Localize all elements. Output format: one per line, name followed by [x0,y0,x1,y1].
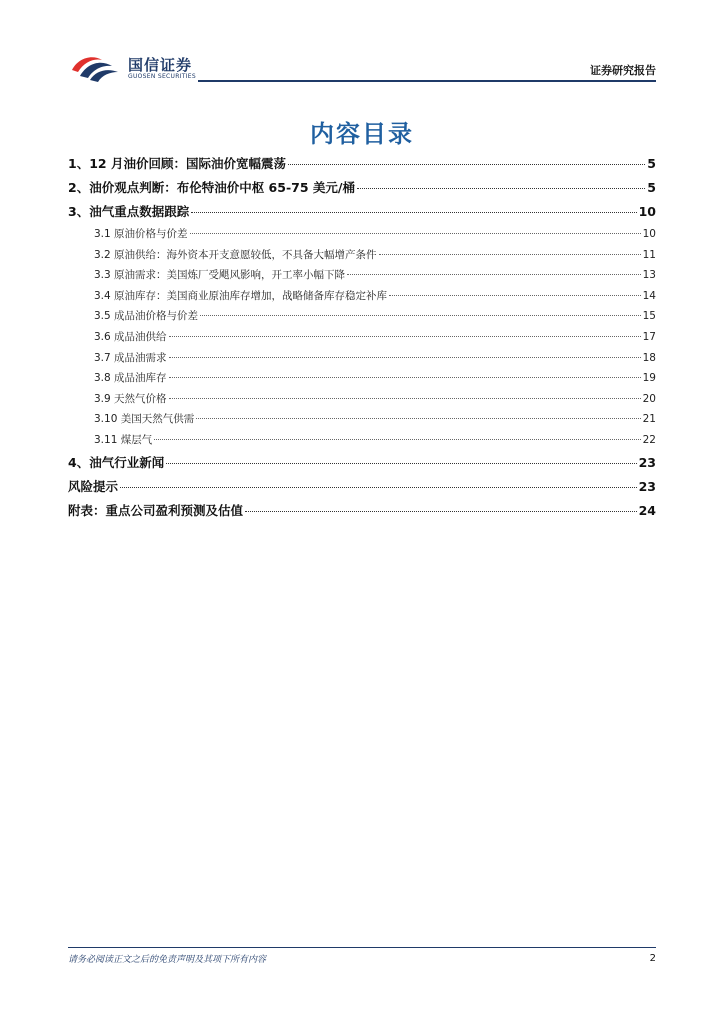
footer-divider [68,947,656,948]
toc-entry-page: 19 [642,372,656,385]
guosen-logo-icon [68,50,124,84]
toc-leader-dots [120,487,637,488]
toc-leader-dots [154,439,640,440]
toc-entry-label: 3、油气重点数据跟踪 [68,204,190,219]
toc-entry-page: 18 [642,351,656,364]
footer-disclaimer: 请务必阅读正文之后的免责声明及其项下所有内容 [68,955,267,965]
toc-entry-page: 11 [642,248,656,261]
toc-leader-dots [190,233,641,234]
toc-entry-label: 附表：重点公司盈利预测及估值 [68,502,244,518]
toc-leader-dots [245,511,637,512]
toc-leader-dots [169,336,641,337]
toc-leader-dots [169,377,641,378]
toc-leader-dots [357,188,645,189]
logo-name-en: GUOSEN SECURITIES [128,73,197,80]
toc-entry-page: 15 [642,310,656,323]
toc-entry-page: 10 [638,204,656,219]
toc-leader-dots [288,164,645,165]
toc-leader-dots [389,295,641,296]
toc-entry-label: 2、油价观点判断：布伦特油价中枢 65-75 美元/桶 [68,180,355,195]
toc-entry-label: 风险提示 [68,478,119,494]
toc-leader-dots [169,398,641,399]
toc-entry-subsection[interactable] [68,329,656,350]
header-divider [198,80,656,82]
toc-entry-subsection[interactable] [68,370,656,391]
page-title: 内容目录 [310,120,414,148]
toc-entry-label: 1、12 月油价回顾：国际油价宽幅震荡 [68,156,286,171]
toc-entry-label: 3.5 成品油价格与价差 [94,310,199,323]
toc-entry-section[interactable] [68,178,656,202]
page-number: 2 [649,953,656,964]
toc-entry-page: 20 [642,392,656,405]
toc-leader-dots [196,418,640,419]
toc-entry-subsection[interactable] [68,411,656,432]
toc-leader-dots [200,315,641,316]
toc-entry-page: 5 [647,156,656,171]
toc-entry-subsection[interactable] [68,350,656,371]
page-header [68,50,656,86]
toc-entry-page: 23 [638,454,656,470]
table-of-contents [68,154,656,525]
toc-entry-section[interactable] [68,202,656,226]
toc-entry-section[interactable] [68,453,656,477]
toc-entry-section[interactable] [68,477,656,501]
toc-leader-dots [169,357,641,358]
toc-entry-section[interactable] [68,501,656,525]
toc-leader-dots [191,212,636,213]
toc-entry-subsection[interactable] [68,308,656,329]
toc-entry-label: 3.4 原油库存：美国商业原油库存增加，战略储备库存稳定补库 [94,289,388,302]
toc-entry-page: 5 [647,180,656,195]
toc-entry-subsection[interactable] [68,288,656,309]
toc-entry-subsection[interactable] [68,391,656,412]
toc-entry-label: 3.7 成品油需求 [94,351,167,364]
toc-entry-page: 14 [642,289,656,302]
toc-entry-subsection[interactable] [68,267,656,288]
toc-entry-page: 23 [638,478,656,494]
toc-entry-label: 3.1 原油价格与价差 [94,228,188,240]
toc-entry-label: 3.9 天然气价格 [94,392,167,405]
toc-entry-subsection[interactable] [68,432,656,453]
toc-entry-section[interactable] [68,154,656,178]
toc-entry-page: 24 [638,502,656,518]
guosen-logo [68,50,208,84]
toc-entry-page: 10 [642,228,656,240]
toc-entry-label: 3.11 煤层气 [94,433,153,446]
logo-name-cn: 国信证券 [128,56,193,74]
toc-entry-label: 3.10 美国天然气供需 [94,413,195,426]
toc-entry-page: 17 [642,330,656,343]
toc-entry-page: 22 [642,433,656,446]
toc-entry-label: 3.8 成品油库存 [94,372,167,385]
toc-leader-dots [166,463,636,464]
toc-entry-subsection[interactable] [68,247,656,268]
toc-leader-dots [347,274,641,275]
toc-entry-label: 3.3 原油需求：美国炼厂受飓风影响，开工率小幅下降 [94,269,346,282]
toc-entry-page: 13 [642,269,656,282]
toc-entry-label: 3.6 成品油供给 [94,330,167,343]
toc-entry-subsection[interactable] [68,226,656,247]
toc-entry-label: 3.2 原油供给：海外资本开支意愿较低，不具备大幅增产条件 [94,248,377,261]
toc-entry-label: 4、油气行业新闻 [68,454,165,470]
toc-leader-dots [379,254,641,255]
report-type-label: 证券研究报告 [590,64,656,77]
toc-entry-page: 21 [642,413,656,426]
